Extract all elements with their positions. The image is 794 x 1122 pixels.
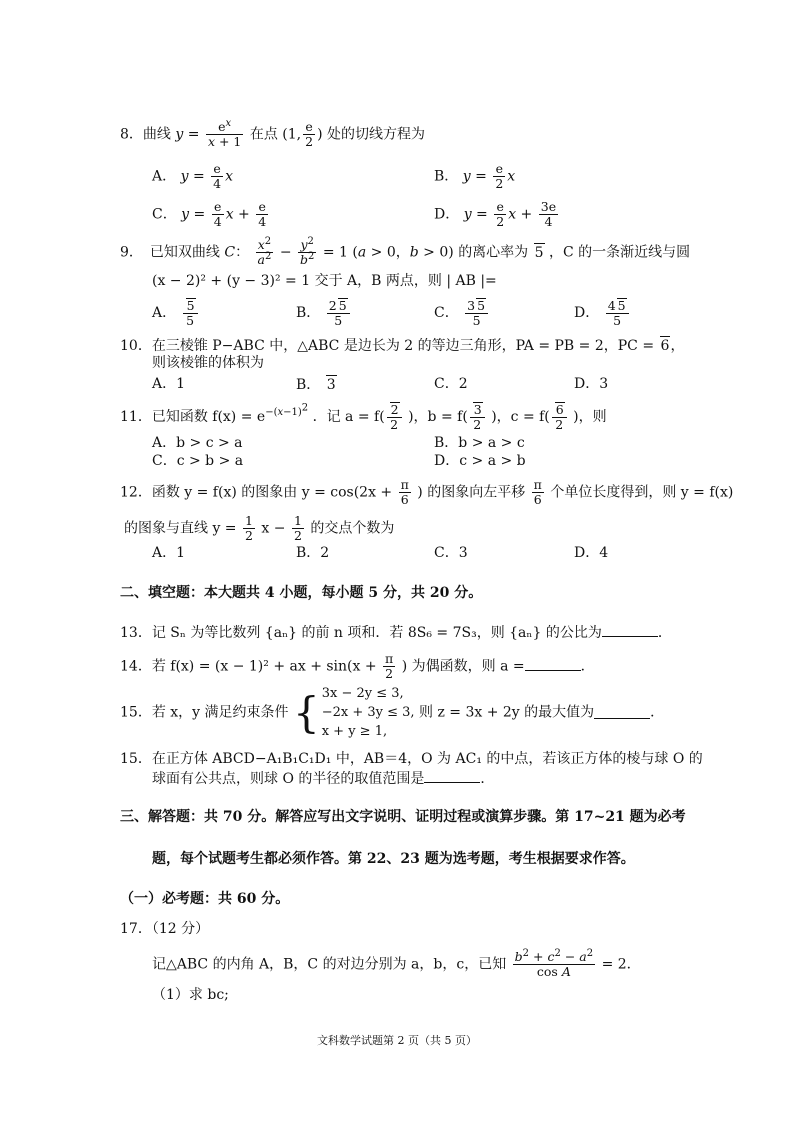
section-solutions-title: 三、解答题：共 70 分。解答应写出文字说明、证明过程或演算步骤。第 17~21 题为必考 bbox=[120, 809, 686, 825]
answer-blank bbox=[424, 770, 480, 783]
q10-line2: 则该棱锥的体积为 bbox=[152, 355, 264, 371]
q11-option-b: B．b > a > c bbox=[434, 435, 525, 451]
q12-line2: 的图象与直线 y = $\frac{1}{2}$ x − $\frac{1}{2}$ 的交点个数为 bbox=[124, 513, 395, 543]
answer-blank bbox=[525, 658, 581, 671]
q12-stem: 12．函数 y = f(x) 的图象由 y = cos(2x + $\frac{\pi}{6}$ ) 的图象向左平移 $\frac{\pi}{6}$ 个单位长度得到，则 y = f(x) bbox=[120, 477, 734, 507]
q8-option-a: A． y = $\frac{e}{4}$ x bbox=[152, 161, 233, 191]
page-footer: 文科数学试题第 2 页（共 5 页） bbox=[317, 1034, 477, 1047]
q14: 14．若 f(x) = (x − 1)² + ax + sin(x + $\frac{\pi}{2}$ ) 为偶函数，则 a = ． bbox=[120, 651, 595, 681]
section-fill-in-title: 二、填空题：本大题共 4 小题，每小题 5 分，共 20 分。 bbox=[120, 585, 483, 601]
q9-option-b: B． $\frac{2 5}{5}$ bbox=[296, 298, 352, 328]
q12-option-b: B．2 bbox=[296, 545, 330, 561]
required-part-title: （一）必考题：共 60 分。 bbox=[120, 891, 290, 907]
q11-option-c: C．c > b > a bbox=[152, 453, 244, 469]
q15-cube-line1: 15．在正方体 ABCD−A₁B₁C₁D₁ 中，AB＝4，O 为 AC₁ 的中点，若该正方体的棱与球 O 的 bbox=[120, 751, 703, 767]
q11-stem: 11．已知函数 $f(x) = e^{-(x-1)^2}$ ．记 a = f( $\frac{2}{2}$ )，b = f( $\frac{3}{2}$ )，c = f( $\frac{6}{2}$ )，则 bbox=[120, 402, 607, 432]
q15-constraints: 15．若 x，y 满足约束条件 { 3x − 2y ≤ 3, −2x + 3y ≤ 3, x + y ≥ 1, 则 z = 3x + 2y 的最大值为 ． bbox=[120, 686, 665, 739]
fraction: $\frac{e^x}{x + 1}$ bbox=[207, 117, 242, 149]
q10-option-d: D．3 bbox=[574, 376, 609, 392]
q17-stem: 记△ABC 的内角 A，B，C 的对边分别为 a，b，c，已知 $\frac{b^2 + c^2 - a^2}{\text{cos A}}$ = 2． bbox=[152, 947, 641, 979]
q13: 13．记 Sₙ 为等比数列 {aₙ} 的前 n 项和．若 8S₆ = 7S₃，则 {aₙ} 的公比为 ． bbox=[120, 625, 672, 641]
q8-option-b: B． y = $\frac{e}{2}$ x bbox=[434, 161, 516, 191]
answer-blank bbox=[594, 706, 650, 719]
q11-option-a: A．b > c > a bbox=[152, 435, 243, 451]
q8-stem: 8．曲线 y = $\frac{e^x}{x + 1}$ 在点 (1, $\frac{e}{2}$ ) 处的切线方程为 bbox=[120, 117, 425, 149]
q17-head: 17．（12 分） bbox=[120, 921, 210, 937]
section-solutions-subtitle: 题，每个试题考生都必须作答。第 22、23 题为选考题，考生根据要求作答。 bbox=[152, 851, 635, 867]
q15-cube-line2: 球面有公共点，则球 O 的半径的取值范围是 ． bbox=[152, 771, 495, 787]
q9-stem: 9． 已知双曲线 C： $\frac{x^2}{a^2}$ − $\frac{y^2}{b^2}$ = 1 (a > 0，b > 0) 的离心率为 5 ，C 的一条渐近线与圆 bbox=[120, 235, 691, 267]
q12-option-d: D．4 bbox=[574, 545, 609, 561]
q8-option-c: C． y = $\frac{e}{4}$ x + $\frac{e}{4}$ bbox=[152, 199, 267, 229]
q12-option-a: A．1 bbox=[152, 545, 186, 561]
q9-option-c: C． $\frac{3 5}{5}$ bbox=[434, 298, 490, 328]
q9-line2: (x − 2)² + (y − 3)² = 1 交于 A，B 两点，则 | AB |= bbox=[152, 273, 497, 289]
q10-option-b: B． 3 bbox=[296, 377, 336, 393]
q17-part1: （1）求 bc; bbox=[152, 987, 229, 1003]
q9-option-d: D． $\frac{4 5}{5}$ bbox=[574, 298, 631, 328]
constraint-system: 3x − 2y ≤ 3, −2x + 3y ≤ 3, x + y ≥ 1, bbox=[321, 686, 415, 739]
q10-option-a: A．1 bbox=[152, 376, 186, 392]
answer-blank bbox=[602, 624, 658, 637]
q8-option-d: D． y = $\frac{e}{2}$ x + $\frac{3e}{4}$ bbox=[434, 199, 557, 229]
q9-option-a: A． $\frac{5}{5}$ bbox=[152, 298, 200, 328]
q10-stem: 10．在三棱锥 P−ABC 中，△ABC 是边长为 2 的等边三角形，PA = PB = 2，PC = 6， bbox=[120, 338, 685, 354]
q10-option-c: C．2 bbox=[434, 376, 468, 392]
q11-option-d: D．c > a > b bbox=[434, 453, 526, 469]
q12-option-c: C．3 bbox=[434, 545, 468, 561]
